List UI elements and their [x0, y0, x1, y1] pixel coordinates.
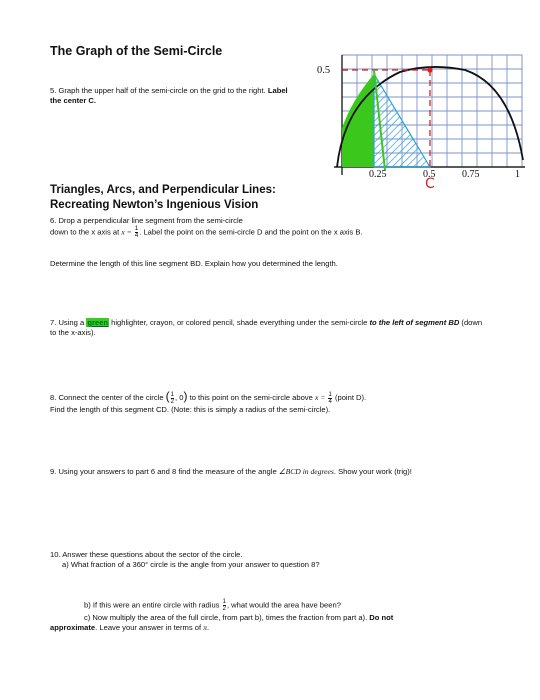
q8-point-frac-den: 2: [170, 398, 175, 405]
q10-c-pre: c) Now multiply the area of the full circle, from part b), times the fraction from part a).: [84, 613, 370, 622]
y-label-0-5: 0.5: [317, 65, 331, 76]
x-tick-0-5: 0.5: [423, 169, 436, 180]
q7-pre: 7. Using a: [50, 318, 87, 327]
q10-b-frac-den: 2: [222, 606, 226, 612]
x-tick-1: 1: [515, 169, 520, 180]
q8-post: (point D).: [332, 393, 367, 402]
q6-frac-num: 1: [134, 226, 139, 232]
green-shaded-region: [342, 74, 374, 167]
q8-frac-den: 4: [328, 398, 332, 405]
q10-c-line2-bold: approximate: [50, 623, 96, 632]
q7-mid: highlighter, crayon, or colored pencil, shade everything under the semi-circle: [109, 318, 370, 327]
q8-pre: 8. Connect the center of the circle: [50, 393, 166, 402]
q8-frac-num: 1: [328, 391, 332, 398]
q8-x-eq: x =: [314, 393, 326, 402]
green-mark-b: D: [372, 77, 379, 86]
handwritten-c-label: C: [425, 176, 435, 192]
q6-line2-a: down to the x axis at: [50, 227, 122, 237]
q10-intro: 10. Answer these questions about the sector of the circle.: [50, 550, 243, 559]
q6-line3: Determine the length of this line segment BD. Explain how you determined the length.: [50, 259, 338, 268]
x-tick-0-75: 0.75: [462, 169, 480, 180]
q10-b-post: , what would the area have been?: [226, 600, 341, 610]
section-heading-line1: Triangles, Arcs, and Perpendicular Lines:: [50, 184, 276, 196]
x-tick-0-25: 0.25: [369, 169, 387, 180]
q9-italic: in degrees: [300, 467, 334, 476]
q10-c-bold: Do not: [369, 613, 394, 622]
q10-c-end: .: [207, 623, 210, 632]
q10-c-line2: . Leave your answer in terms of: [95, 623, 204, 632]
q9-pre: 9. Using your answers to part 6 and 8 find the measure of the angle: [50, 467, 279, 476]
q8-point-frac-num: 1: [170, 391, 175, 398]
q10-b-pre: b) If this were an entire circle with radius: [84, 600, 222, 610]
section-heading-line2: Recreating Newton’s Ingenious Vision: [50, 199, 259, 211]
q8-mid: to this point on the semi-circle above: [187, 393, 315, 402]
q10-part-a: a) What fraction of a 360° circle is the angle from your answer to question 8?: [62, 560, 320, 569]
q9-angle: ∠BCD: [278, 467, 301, 476]
q10-pi: π: [203, 623, 208, 632]
q7-green-highlight: green: [87, 318, 108, 327]
q6-line1: 6. Drop a perpendicular line segment from the semi-circle: [50, 216, 243, 225]
q6-frac-den: 4: [134, 233, 139, 239]
q5-bold: Label the center C.: [50, 86, 288, 105]
q9-post: . Show your work (trig)!: [333, 467, 412, 476]
q6-line2-b: . Label the point on the semi-circle D and the point on the x axis B.: [139, 227, 363, 237]
page-title: The Graph of the Semi-Circle: [50, 44, 223, 58]
q5-text: 5. Graph the upper half of the semi-circle on the grid to the right.: [50, 86, 266, 95]
red-point: [427, 67, 432, 72]
q8-line1: 8. Connect the center of the circle ( $\frac{1}{2}$ , 0) to this point on the semi-circle above x = $\frac{1}{4}$ (point D).: [50, 389, 367, 405]
q6-x-eq: x =: [121, 227, 132, 237]
q7-post: (down to the x-axis).: [50, 318, 483, 337]
q10-b-frac-num: 1: [222, 599, 226, 605]
q8-point-tail: , 0: [175, 393, 184, 402]
q8-line2: Find the length of this segment CD. (Note: this is simply a radius of the semi-circle).: [50, 404, 331, 414]
q7-bold-italic: to the left of segment BD: [369, 318, 460, 327]
